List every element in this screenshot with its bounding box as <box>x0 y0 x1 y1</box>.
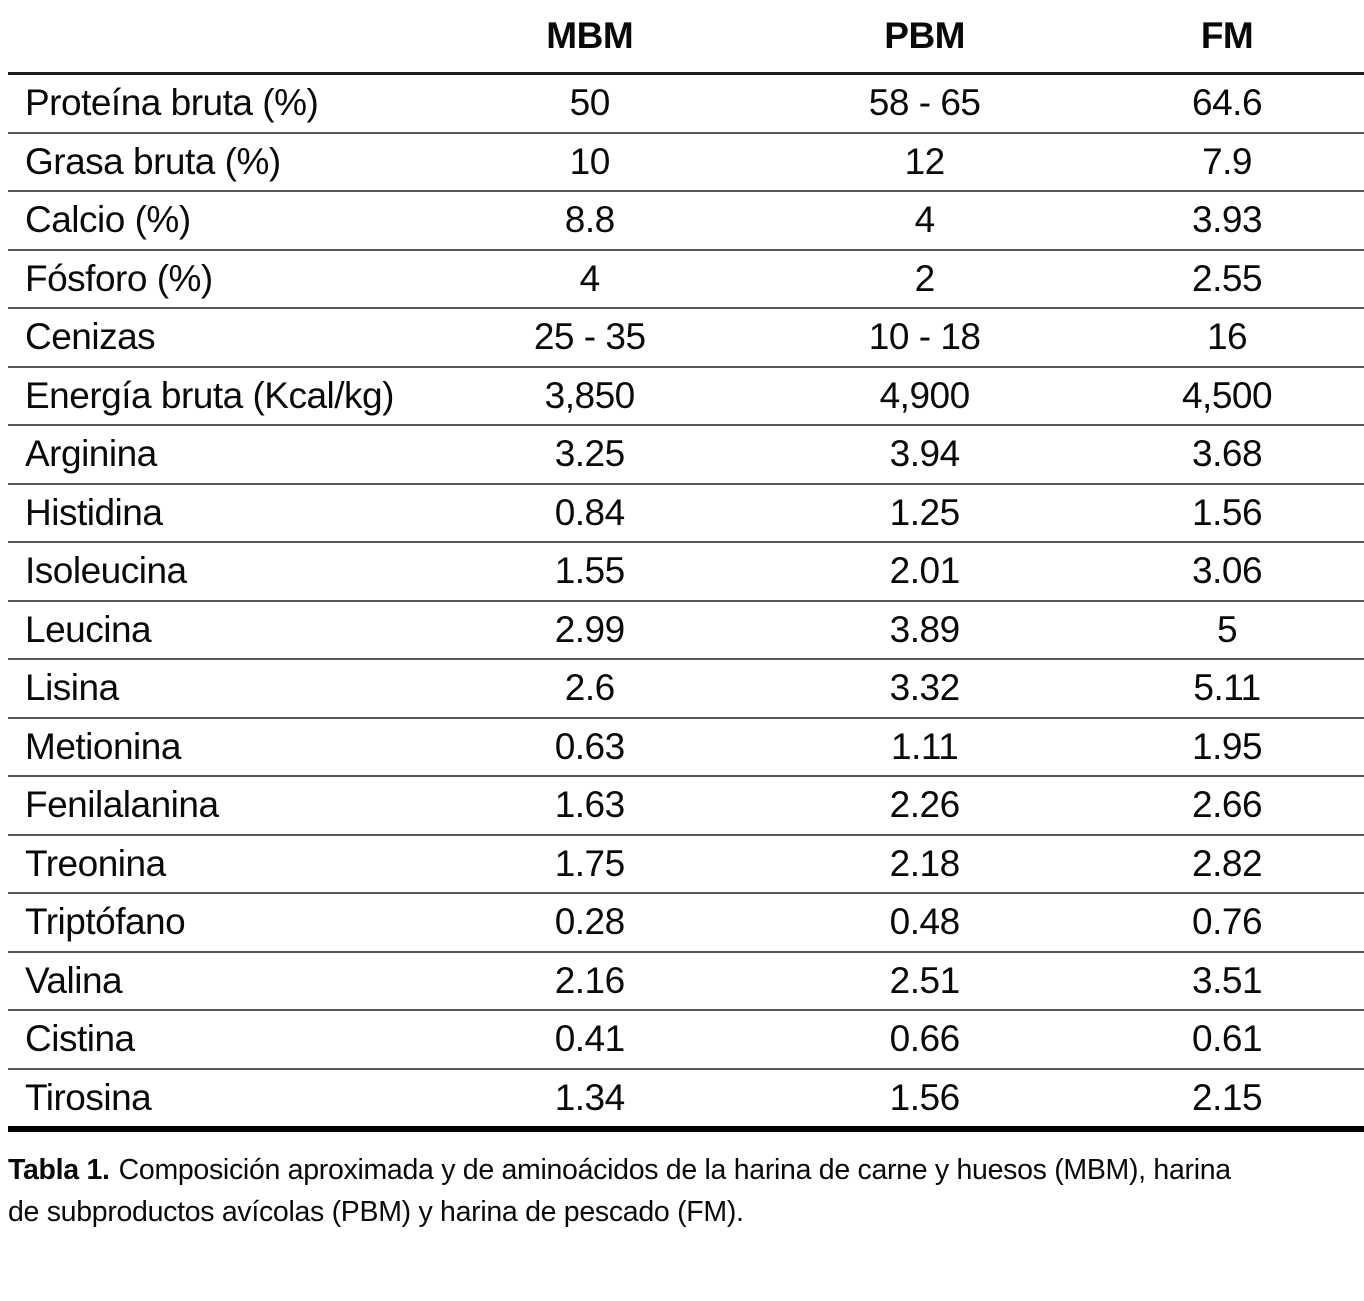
row-label-cell: Cenizas <box>8 308 420 367</box>
table-row <box>8 601 1364 660</box>
row-label-cell: Calcio (%) <box>8 191 420 250</box>
row-label-cell: Isoleucina <box>8 542 420 601</box>
value-cell-mbm: 1.55 <box>420 542 759 601</box>
row-label-cell: Lisina <box>8 659 420 718</box>
value-cell-pbm: 2.26 <box>759 776 1090 835</box>
table-header <box>8 0 1364 74</box>
row-label-cell: Fósforo (%) <box>8 250 420 309</box>
value-cell-fm: 3.93 <box>1090 191 1364 250</box>
caption-title: Tabla 1. <box>8 1154 110 1186</box>
table-row <box>8 542 1364 601</box>
value-cell-pbm: 2.51 <box>759 952 1090 1011</box>
column-header-fm: FM <box>1090 0 1364 74</box>
composition-table <box>8 0 1364 1132</box>
value-cell-mbm: 1.34 <box>420 1069 759 1130</box>
row-label-cell: Arginina <box>8 425 420 484</box>
caption-text: Composición aproximada y de aminoácidos de la harina de carne y huesos (MBM), harina de subproductos avícolas (PBM) y harina de pescado (FM). <box>8 1154 1231 1228</box>
row-label-cell: Cistina <box>8 1010 420 1069</box>
value-cell-pbm: 12 <box>759 133 1090 192</box>
value-cell-pbm: 58 - 65 <box>759 74 1090 133</box>
table-row <box>8 367 1364 426</box>
value-cell-pbm: 1.56 <box>759 1069 1090 1130</box>
value-cell-pbm: 0.66 <box>759 1010 1090 1069</box>
row-label-cell: Metionina <box>8 718 420 777</box>
value-cell-fm: 1.56 <box>1090 484 1364 543</box>
value-cell-fm: 2.82 <box>1090 835 1364 894</box>
table-row <box>8 952 1364 1011</box>
row-label-cell: Leucina <box>8 601 420 660</box>
value-cell-mbm: 2.16 <box>420 952 759 1011</box>
value-cell-fm: 7.9 <box>1090 133 1364 192</box>
row-label-cell: Energía bruta (Kcal/kg) <box>8 367 420 426</box>
value-cell-pbm: 10 - 18 <box>759 308 1090 367</box>
row-label-cell: Tirosina <box>8 1069 420 1130</box>
value-cell-fm: 2.55 <box>1090 250 1364 309</box>
value-cell-pbm: 4,900 <box>759 367 1090 426</box>
value-cell-mbm: 25 - 35 <box>420 308 759 367</box>
value-cell-fm: 64.6 <box>1090 74 1364 133</box>
value-cell-mbm: 4 <box>420 250 759 309</box>
table-row <box>8 191 1364 250</box>
row-label-cell: Histidina <box>8 484 420 543</box>
value-cell-mbm: 10 <box>420 133 759 192</box>
table-row <box>8 659 1364 718</box>
column-header-mbm: MBM <box>420 0 759 74</box>
value-cell-pbm: 3.89 <box>759 601 1090 660</box>
column-header-pbm: PBM <box>759 0 1090 74</box>
value-cell-mbm: 2.99 <box>420 601 759 660</box>
header-row <box>8 0 1364 74</box>
table-row <box>8 308 1364 367</box>
value-cell-fm: 3.51 <box>1090 952 1364 1011</box>
value-cell-pbm: 4 <box>759 191 1090 250</box>
table-row <box>8 74 1364 133</box>
value-cell-mbm: 1.75 <box>420 835 759 894</box>
value-cell-fm: 4,500 <box>1090 367 1364 426</box>
table-row <box>8 133 1364 192</box>
value-cell-mbm: 3,850 <box>420 367 759 426</box>
value-cell-mbm: 50 <box>420 74 759 133</box>
row-label-cell: Proteína bruta (%) <box>8 74 420 133</box>
value-cell-pbm: 1.25 <box>759 484 1090 543</box>
value-cell-pbm: 2.01 <box>759 542 1090 601</box>
table-body <box>8 74 1364 1130</box>
row-label-cell: Grasa bruta (%) <box>8 133 420 192</box>
table-row <box>8 250 1364 309</box>
column-header-empty <box>8 0 420 74</box>
value-cell-pbm: 0.48 <box>759 893 1090 952</box>
value-cell-mbm: 0.84 <box>420 484 759 543</box>
value-cell-mbm: 1.63 <box>420 776 759 835</box>
value-cell-mbm: 8.8 <box>420 191 759 250</box>
table-row <box>8 893 1364 952</box>
value-cell-pbm: 2 <box>759 250 1090 309</box>
value-cell-fm: 2.66 <box>1090 776 1364 835</box>
value-cell-mbm: 3.25 <box>420 425 759 484</box>
value-cell-fm: 16 <box>1090 308 1364 367</box>
row-label-cell: Valina <box>8 952 420 1011</box>
value-cell-mbm: 0.63 <box>420 718 759 777</box>
value-cell-pbm: 3.94 <box>759 425 1090 484</box>
value-cell-mbm: 0.28 <box>420 893 759 952</box>
table-row <box>8 1069 1364 1130</box>
value-cell-fm: 0.61 <box>1090 1010 1364 1069</box>
value-cell-pbm: 2.18 <box>759 835 1090 894</box>
value-cell-fm: 3.06 <box>1090 542 1364 601</box>
value-cell-pbm: 1.11 <box>759 718 1090 777</box>
table-row <box>8 718 1364 777</box>
value-cell-fm: 5.11 <box>1090 659 1364 718</box>
row-label-cell: Treonina <box>8 835 420 894</box>
row-label-cell: Fenilalanina <box>8 776 420 835</box>
table-row <box>8 484 1364 543</box>
value-cell-mbm: 2.6 <box>420 659 759 718</box>
table-row <box>8 776 1364 835</box>
value-cell-fm: 0.76 <box>1090 893 1364 952</box>
value-cell-pbm: 3.32 <box>759 659 1090 718</box>
table-caption <box>8 1149 1364 1233</box>
value-cell-fm: 1.95 <box>1090 718 1364 777</box>
value-cell-fm: 2.15 <box>1090 1069 1364 1130</box>
value-cell-fm: 3.68 <box>1090 425 1364 484</box>
table-row <box>8 835 1364 894</box>
table-row <box>8 1010 1364 1069</box>
table-row <box>8 425 1364 484</box>
value-cell-fm: 5 <box>1090 601 1364 660</box>
value-cell-mbm: 0.41 <box>420 1010 759 1069</box>
row-label-cell: Triptófano <box>8 893 420 952</box>
